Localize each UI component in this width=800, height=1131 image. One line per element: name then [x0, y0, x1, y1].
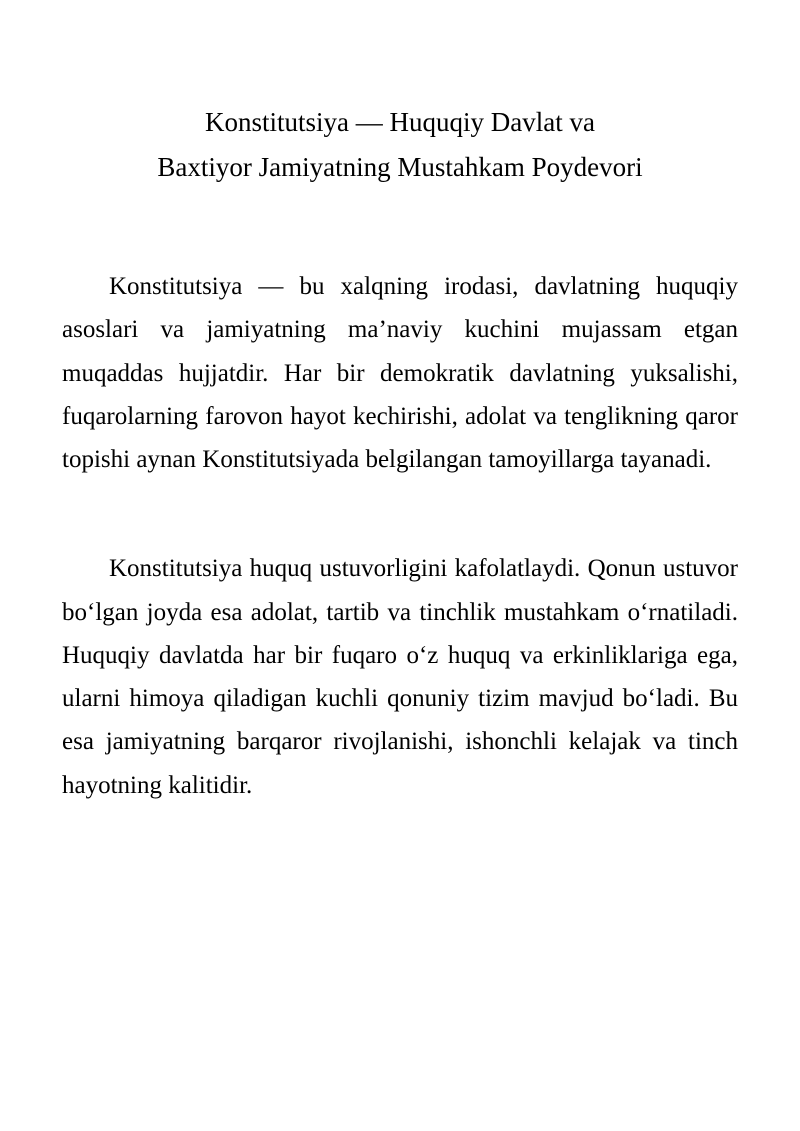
paragraph-2: Konstitutsiya huquq ustuvorligini kafolatlaydi. Qonun ustuvor boʻlgan joyda esa adolat, tartib va tinchlik mustahkam oʻrnatiladi. Huquqiy davlatda har bir fuqaro oʻz huquq va erkinliklariga ega, ularni himoya qiladigan kuchli qonuniy tizim mavjud boʻladi. Bu esa jamiyatning barqaror rivojlanishi, ishonchli kelajak va tinch hayotning kalitidir.	[62, 555, 738, 799]
document-body	[62, 265, 738, 807]
document-title	[62, 100, 738, 189]
paragraph-1: Konstitutsiya — bu xalqning irodasi, davlatning huquqiy asoslari va jamiyatning ma’naviy kuchini mujassam etgan muqaddas hujjatdir. Har bir demokratik davlatning yuksalishi, fuqarolarning farovon hayot kechirishi, adolat va tenglikning qaror topishi aynan Konstitutsiyada belgilangan tamoyillarga tayanadi.	[62, 273, 738, 474]
document-title-line-2: Baxtiyor Jamiyatning Mustahkam Poydevori	[157, 151, 643, 182]
document-title-line-1: Konstitutsiya — Huquqiy Davlat va	[205, 107, 595, 137]
